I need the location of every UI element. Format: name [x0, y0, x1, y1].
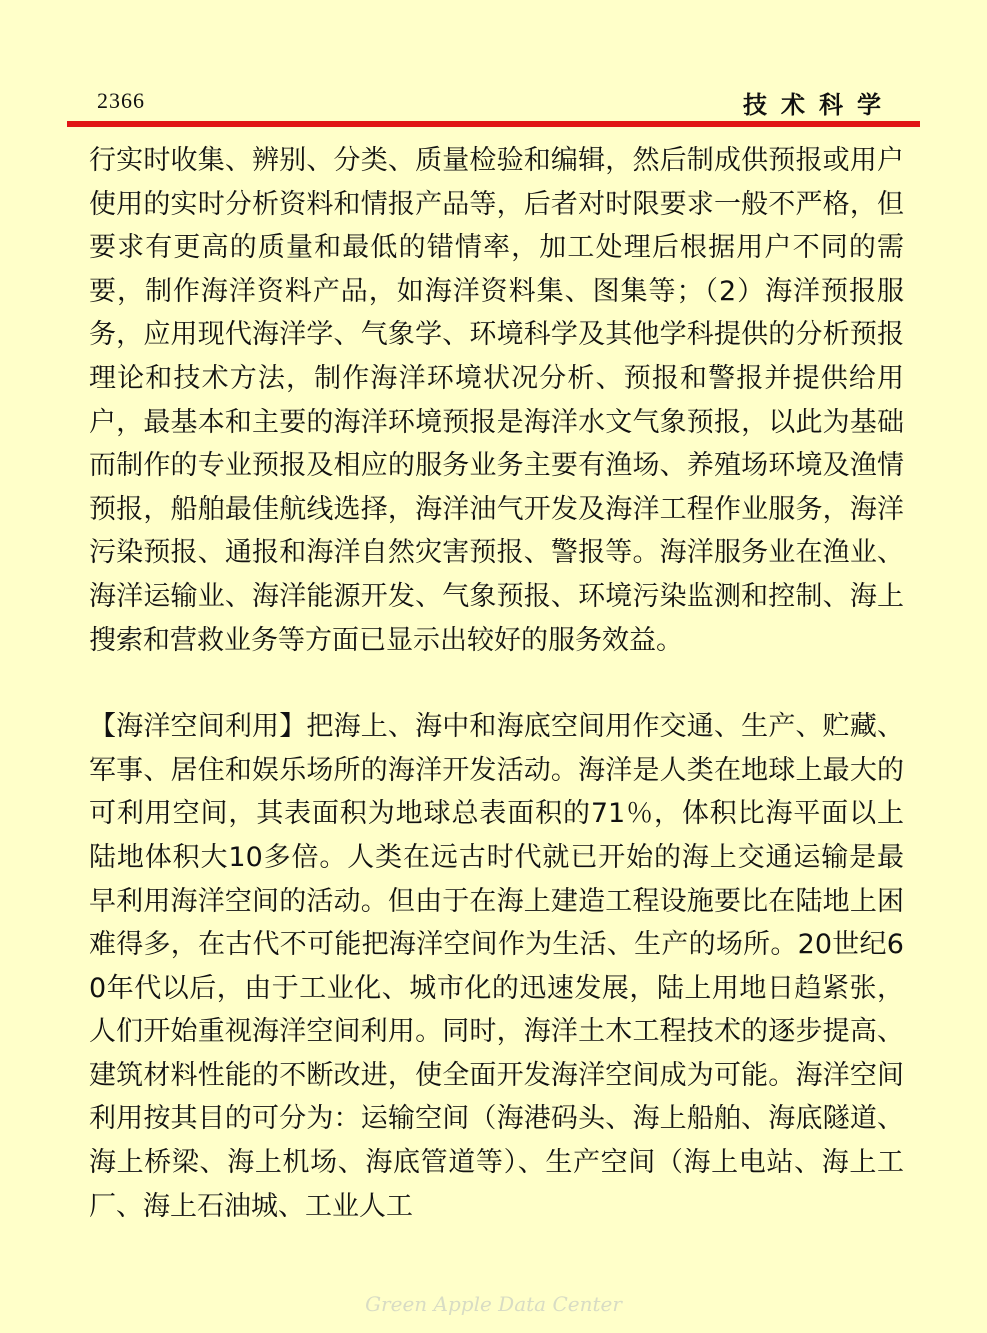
paragraph-ocean-space-use — [89, 705, 904, 1228]
page-number: 2366 — [97, 88, 145, 113]
header-rule — [67, 121, 920, 127]
watermark: Green Apple Data Center — [365, 1292, 622, 1316]
entry-definition: 把海上、海中和海底空间用作交通、生产、贮藏、军事、居住和娱乐场所的海洋开发活动。海洋是人类在地球上最大的可利用空间，其表面积为地球总表面积的71％，体积比海平面以上陆地体积大10多倍。人类在远古时代就已开始的海上交通运输是最早利用海洋空间的活动。但由于在海上建造工程设施要比在陆地上困难得多，在古代不可能把海洋空间作为生活、生产的场所。20世纪60年代以后，由于工业化、城市化的迅速发展，陆上用地日趋紧张，人们开始重视海洋空间利用。同时，海洋土木工程技术的逐步提高、建筑材料性能的不断改进，使全面开发海洋空间成为可能。海洋空间利用按其目的可分为：运输空间（海港码头、海上船舶、海底隧道、海上桥梁、海上机场、海底管道等）、生产空间（海上电站、海上工厂、海上石油城、工业人工 — [89, 711, 905, 1222]
running-title: 技术科学 — [743, 91, 895, 119]
paragraph-marine-services: 行实时收集、辨别、分类、质量检验和编辑，然后制成供预报或用户使用的实时分析资料和情报产品等，后者对时限要求一般不严格，但要求有更高的质量和最低的错情率，加工处理后根据用户不同的需要，制作海洋资料产品，如海洋资料集、图集等；（2）海洋预报服务，应用现代海洋学、气象学、环境科学及其他学科提供的分析预报理论和技术方法，制作海洋环境状况分析、预报和警报并提供给用户，最基本和主要的海洋环境预报是海洋水文气象预报，以此为基础而制作的专业预报及相应的服务业务主要有渔场、养殖场环境及渔情预报，船舶最佳航线选择，海洋油气开发及海洋工程作业服务，海洋污染预报、通报和海洋自然灾害预报、警报等。海洋服务业在渔业、海洋运输业、海洋能源开发、气象预报、环境污染监测和控制、海上搜索和营救业务等方面已显示出较好的服务效益。 — [89, 145, 904, 656]
body-text — [89, 139, 904, 1228]
entry-term: 【海洋空间利用】 — [89, 711, 307, 743]
